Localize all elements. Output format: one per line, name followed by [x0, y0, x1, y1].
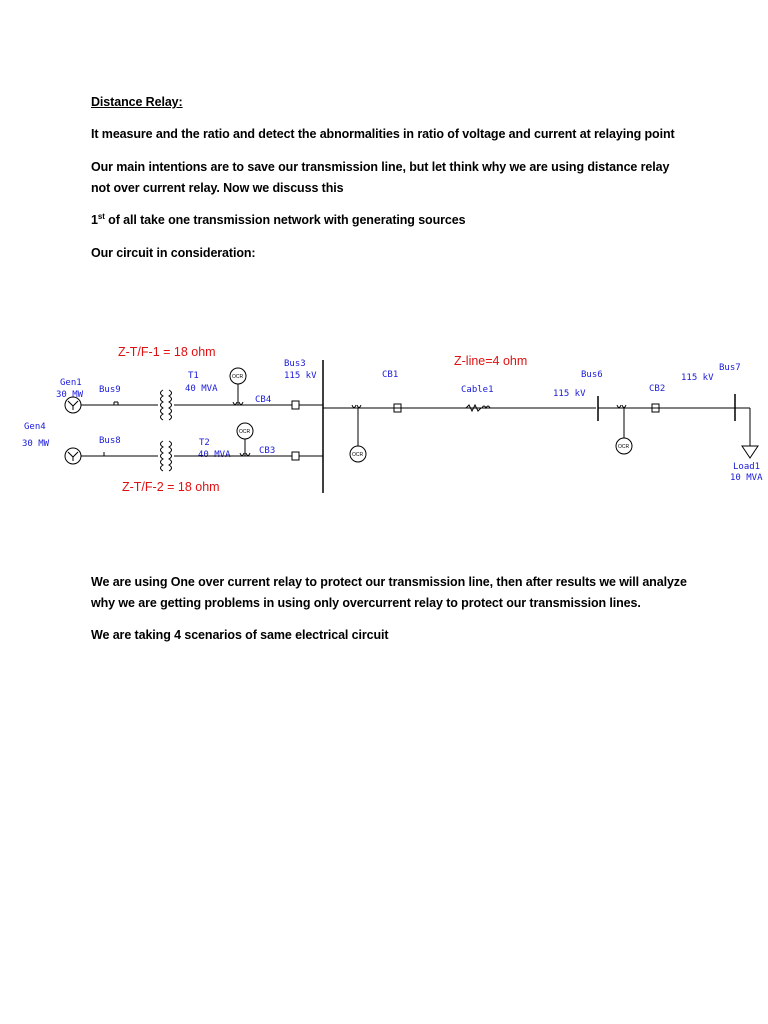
bus8-label: Bus8	[99, 436, 121, 446]
paragraph-definition: It measure and the ratio and detect the abnormalities in ratio of voltage and current at relaying point	[91, 127, 675, 141]
cb4-label: CB4	[255, 395, 272, 405]
bus3-label: Bus3	[284, 359, 306, 369]
ordinal-suffix: st	[97, 212, 105, 221]
t1-label: T1	[188, 371, 199, 381]
cb3-label: CB3	[259, 446, 276, 456]
bus6-voltage: 115 kV	[553, 389, 586, 399]
t2-rating: 40 MVA	[198, 450, 231, 460]
single-line-diagram	[0, 330, 768, 500]
cb1-label: CB1	[382, 370, 399, 380]
gen4-rating: 30 MW	[22, 439, 50, 449]
paragraph-intention: Our main intentions are to save our transmission line, but let think why we are using distance relay not over current relay. Now we discuss this	[91, 160, 670, 195]
load1-rating: 10 MVA	[730, 473, 763, 483]
ocr-relay-upper	[230, 368, 246, 405]
document-heading: Distance Relay:	[91, 95, 183, 109]
bus6-label: Bus6	[581, 370, 603, 380]
gen1-label: Gen1	[60, 378, 82, 388]
zline-annotation: Z-line=4 ohm	[454, 354, 528, 368]
bus3-voltage: 115 kV	[284, 371, 317, 381]
ordinal-number: 1	[91, 213, 98, 227]
t2-label: T2	[199, 438, 210, 448]
svg-text:OCR: OCR	[239, 429, 251, 435]
paragraph-scenarios: We are taking 4 scenarios of same electrical circuit	[91, 628, 389, 642]
bus9-label: Bus9	[99, 385, 121, 395]
generator-gen4	[65, 448, 81, 464]
transformer-t2	[161, 441, 172, 471]
svg-text:OCR: OCR	[618, 444, 630, 450]
cable1-label: Cable1	[461, 385, 494, 395]
ocr-relay-lower	[237, 423, 253, 456]
load1-label: Load1	[733, 462, 761, 472]
breaker-cb3	[292, 452, 299, 460]
ztf2-annotation: Z-T/F-2 = 18 ohm	[122, 480, 220, 494]
ocr-relay-right	[616, 405, 632, 454]
paragraph-ocr-approach: We are using One over current relay to protect our transmission line, then after results we will analyze why we are getting problems in using only overcurrent relay to protect our transmission lines.	[91, 575, 687, 610]
paragraph-network	[91, 210, 691, 231]
paragraph-network-text: of all take one transmission network with generating sources	[104, 213, 466, 227]
svg-text:OCR: OCR	[352, 452, 364, 458]
ztf1-annotation: Z-T/F-1 = 18 ohm	[118, 345, 216, 359]
t1-rating: 40 MVA	[185, 384, 218, 394]
gen1-rating: 30 MW	[56, 390, 84, 400]
bus7-label: Bus7	[719, 363, 741, 373]
ocr-relay-middle	[350, 405, 366, 462]
cb2-label: CB2	[649, 384, 666, 394]
svg-text:OCR: OCR	[232, 374, 244, 380]
transformer-t1	[161, 390, 172, 420]
load1-symbol	[742, 446, 758, 458]
breaker-cb4	[292, 401, 299, 409]
gen4-label: Gen4	[24, 422, 46, 432]
paragraph-circuit-intro: Our circuit in consideration:	[91, 246, 256, 260]
bus7-voltage: 115 kV	[681, 373, 714, 383]
